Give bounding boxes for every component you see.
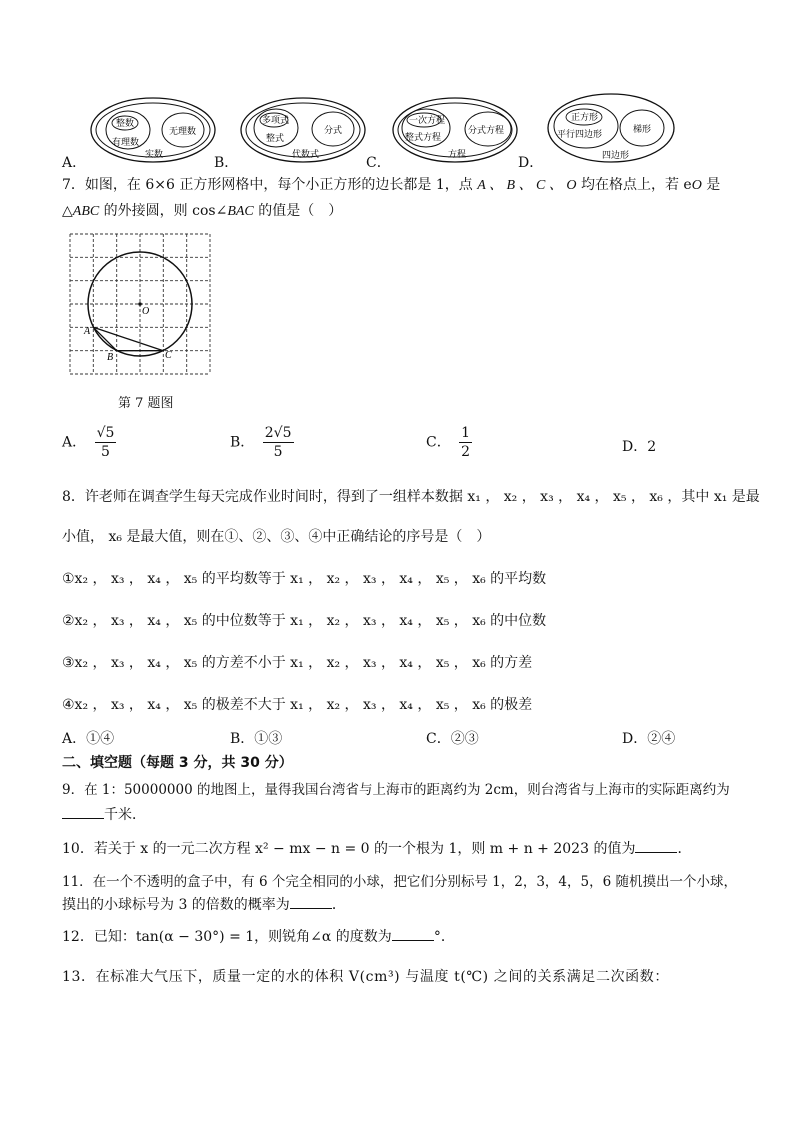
q6-c-inner1: 一次方程 — [409, 116, 446, 126]
q10-line — [62, 838, 691, 858]
q8-option-d: D．②④ — [622, 731, 676, 747]
q9-suffix: 千米． — [104, 807, 146, 823]
q10-prefix: 10．若关于 x 的一元二次方程 x² − mx − n = 0 的一个根为 1，则 m + n + 2023 的值为 — [62, 841, 636, 857]
q6-option-d-diagram — [544, 92, 680, 166]
q12-answer-blank[interactable] — [392, 928, 434, 941]
q8-option-a: A．①④ — [62, 731, 115, 747]
q7-triangle: ABC — [72, 204, 100, 219]
q12-prefix: 12．已知：tan(α − 30°) = 1，则锐角∠α 的度数为 — [62, 929, 392, 945]
q11-suffix: ． — [331, 897, 346, 913]
q7-line1 — [62, 174, 720, 194]
q7-label-c: C — [165, 350, 172, 361]
q6-option-a-diagram — [88, 96, 218, 166]
q8-statement-1: ①x₂ ， x₃ ， x₄ ， x₅ 的平均数等于 x₁ ， x₂ ， x₃ ， x₄ ， x₅ ， x₆ 的平均数 — [62, 571, 547, 587]
q7-option-c: C． $\frac{1}{2}$ — [426, 425, 471, 460]
q6-c-outer: 方程 — [448, 150, 467, 160]
q6-d-inner1: 正方形 — [571, 113, 599, 123]
q6-option-b-label: B． — [214, 155, 239, 171]
q7-text-a: 如图，在 6×6 正方形网格中，每个小正方形的边长都是 1，点 — [84, 177, 478, 193]
q7-circle-name: O — [691, 178, 702, 193]
q6-d-outer: 四边形 — [602, 151, 630, 161]
q7-label-b: B — [107, 352, 114, 363]
q7-line2 — [62, 200, 342, 220]
q6-a-inner2: 无理数 — [169, 127, 197, 137]
q8-line1-text: 许老师在调查学生每天完成作业时间时，得到了一组样本数据 x₁ ， x₂ ， x₃ ， x₄ ， x₅ ， x₆ ，其中 x₁ 是最 — [84, 489, 760, 505]
q8-option-b: B．①③ — [230, 731, 283, 747]
q6-b-inner1b: 整式 — [266, 134, 285, 144]
q7-text-d: 的外接圆，则 cos∠ — [99, 203, 228, 219]
q12-suffix: °． — [433, 929, 455, 945]
q7-number: 7． — [62, 177, 85, 193]
q10-answer-blank[interactable] — [635, 840, 677, 853]
q6-b-outer: 代数式 — [292, 150, 320, 160]
q7-text-e: 的值是（ ） — [253, 203, 343, 219]
q7-label-o: O — [142, 306, 150, 317]
q7-option-d: D．2 — [622, 439, 657, 455]
q9-line1: 9．在 1：50000000 的地图上，量得我国台湾省与上海市的距离约为 2cm，则台湾省与上海市的实际距离约为 — [62, 782, 730, 798]
q6-d-inner1b: 平行四边形 — [557, 130, 603, 140]
q6-option-d-label: D． — [518, 155, 544, 171]
q8-line2: 小值， x₆ 是最大值，则在①、②、③、④中正确结论的序号是（ ） — [62, 529, 491, 545]
q6-option-c-diagram — [390, 96, 520, 166]
q8-line1 — [62, 486, 760, 506]
section2-title: 二、填空题（每题 3 分，共 30 分） — [62, 755, 293, 771]
q7-points: A 、 B 、 C 、 O — [477, 178, 577, 193]
q11-line1: 11．在一个不透明的盒子中，有 6 个完全相同的小球，把它们分别标号 1，2，3，4，5，6 随机摸出一个小球， — [62, 874, 737, 890]
q8-option-c: C．②③ — [426, 731, 479, 747]
q7-text-b: 均在格点上，若 e — [576, 177, 692, 193]
q9-answer-blank[interactable] — [62, 806, 104, 819]
q6-option-c-label: C． — [366, 155, 391, 171]
q6-b-inner2: 分式 — [324, 126, 343, 136]
q7-option-a: A． $\frac{√5}{5}$ — [62, 425, 115, 460]
q6-c-inner1b: 整式方程 — [405, 133, 442, 143]
q11-line2 — [62, 894, 346, 914]
q7-figure-caption: 第 7 题图 — [118, 396, 174, 411]
q11-answer-blank[interactable] — [290, 896, 332, 909]
q6-b-inner1: 多项式 — [262, 116, 290, 126]
q10-suffix: ． — [677, 841, 692, 857]
q6-option-b-diagram — [238, 96, 368, 166]
q11-prefix: 摸出的小球标号为 3 的倍数的概率为 — [62, 897, 290, 913]
q8-statement-2: ②x₂ ， x₃ ， x₄ ， x₅ 的中位数等于 x₁ ， x₂ ， x₃ ， x₄ ， x₅ ， x₆ 的中位数 — [62, 613, 547, 629]
q6-a-inner1: 整数 — [116, 119, 135, 129]
q6-d-inner2: 梯形 — [633, 125, 652, 135]
q7-option-b: B． $\frac{2√5}{5}$ — [230, 425, 292, 460]
q7-text-c: 是 — [701, 177, 721, 193]
q6-a-inner1b: 有理数 — [112, 138, 140, 148]
q13-line1: 13．在标准大气压下，质量一定的水的体积 V(cm³) 与温度 t(℃) 之间的关系满足二次函数： — [62, 969, 669, 985]
q7-angle: BAC — [227, 204, 254, 219]
q7-label-a: A — [84, 326, 91, 337]
q6-option-a-label: A． — [62, 155, 87, 171]
q7-figure — [64, 228, 214, 380]
q7-triangle-symbol: △ — [62, 203, 73, 219]
q8-statement-3: ③x₂ ， x₃ ， x₄ ， x₅ 的方差不小于 x₁ ， x₂ ， x₃ ， x₄ ， x₅ ， x₆ 的方差 — [62, 655, 533, 671]
q8-statement-4: ④x₂ ， x₃ ， x₄ ， x₅ 的极差不大于 x₁ ， x₂ ， x₃ ， x₄ ， x₅ ， x₆ 的极差 — [62, 697, 533, 713]
q8-number: 8． — [62, 489, 85, 505]
q6-c-inner2: 分式方程 — [468, 126, 505, 136]
q12-line — [62, 926, 455, 946]
q6-a-outer: 实数 — [145, 150, 164, 160]
q9-line2 — [62, 804, 146, 824]
